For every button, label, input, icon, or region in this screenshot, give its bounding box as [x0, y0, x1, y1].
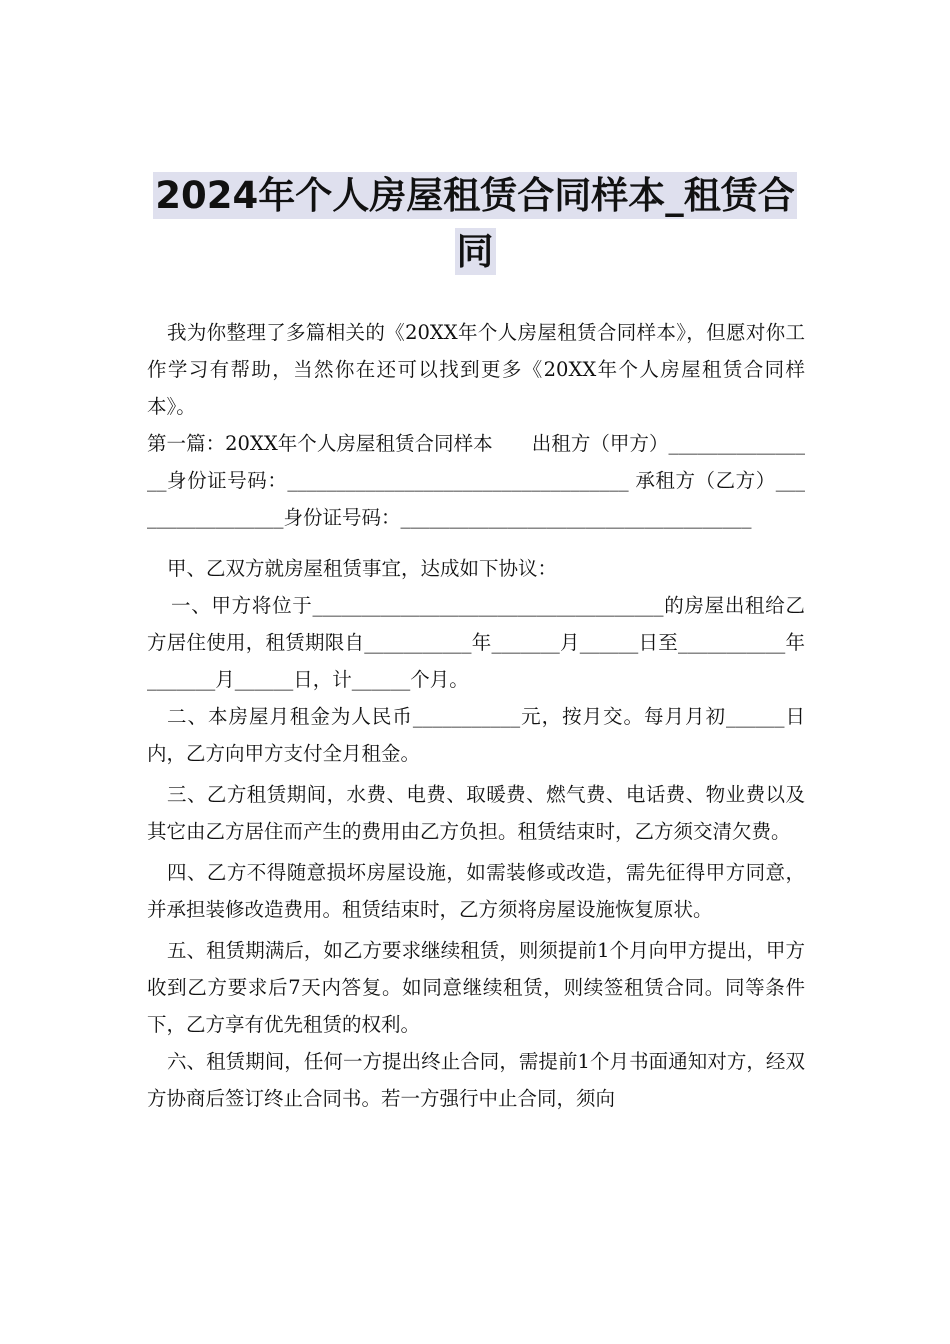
- title-line-2: 同: [456, 230, 494, 273]
- clause-2-paragraph: 二、本房屋月租金为人民币___________元，按月交。每月月初______日内，乙方向甲方支付全月租金。: [147, 705, 805, 765]
- document-title: [147, 168, 803, 280]
- clause-1-paragraph: 一、甲方将位于____________________________________的房屋出租给乙方居住使用，租赁期限自___________年_______月______日至___________年_______月______日，计______个月。: [147, 594, 805, 691]
- title-line-1: 2024年个人房屋租赁合同样本_租赁合: [155, 174, 795, 217]
- agreement-paragraph: 甲、乙双方就房屋租赁事宜，达成如下协议：: [167, 557, 558, 580]
- section-heading-paragraph: 第一篇：20XX年个人房屋租赁合同样本 出租方（甲方）________________身份证号码：___________________________________ 承租方（乙方）_________________身份证号码：____________________________________: [147, 432, 805, 529]
- clause-4-paragraph: 四、乙方不得随意损坏房屋设施，如需装修或改造，需先征得甲方同意，并承担装修改造费用。租赁结束时，乙方须将房屋设施恢复原状。: [147, 861, 805, 921]
- clause-5-paragraph: 五、租赁期满后，如乙方要求继续租赁，则须提前1个月向甲方提出，甲方收到乙方要求后7天内答复。如同意继续租赁，则续签租赁合同。同等条件下，乙方享有优先租赁的权利。: [147, 939, 805, 1036]
- clause-3-paragraph: 三、乙方租赁期间，水费、电费、取暖费、燃气费、电话费、物业费以及其它由乙方居住而产生的费用由乙方负担。租赁结束时，乙方须交清欠费。: [147, 783, 805, 843]
- intro-paragraph: 我为你整理了多篇相关的《20XX年个人房屋租赁合同样本》，但愿对你工作学习有帮助，当然你在还可以找到更多《20XX年个人房屋租赁合同样本》。: [147, 321, 805, 418]
- document-body: [147, 314, 805, 1117]
- clause-6-paragraph: 六、租赁期间，任何一方提出终止合同，需提前1个月书面通知对方，经双方协商后签订终止合同书。若一方强行中止合同，须向: [147, 1050, 805, 1110]
